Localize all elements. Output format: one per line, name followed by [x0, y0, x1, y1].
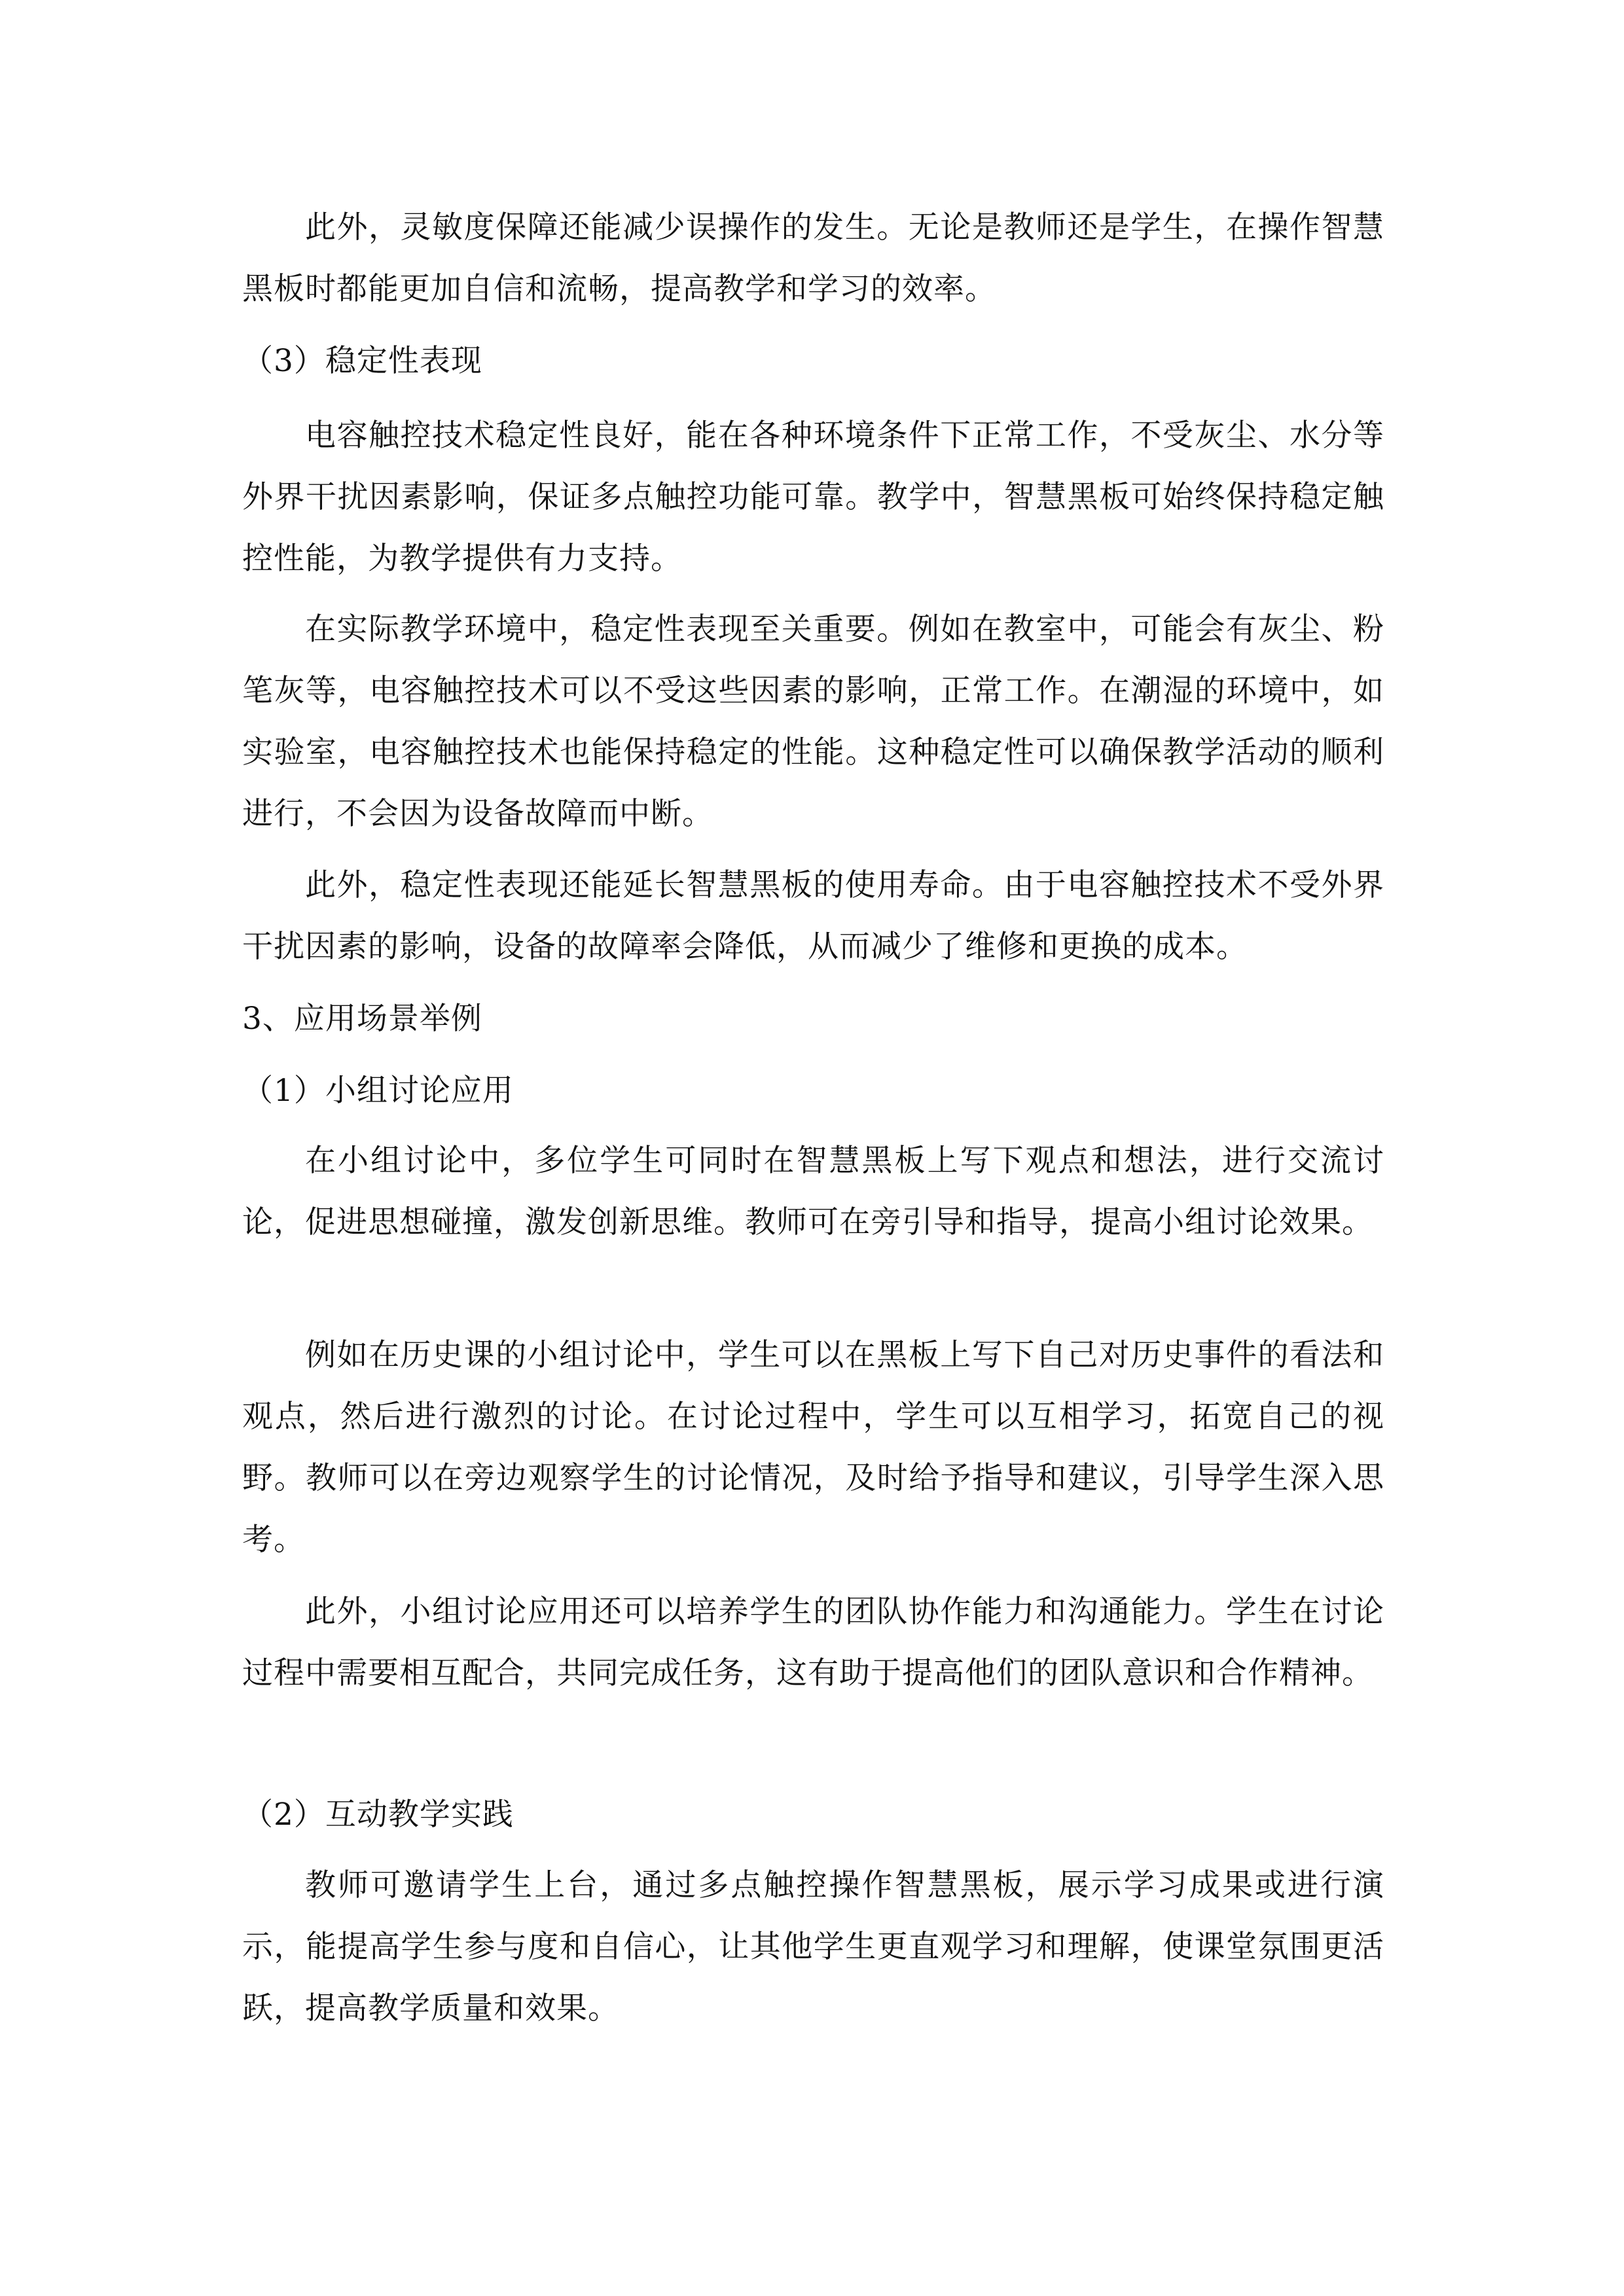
heading-group-discussion: （1）小组讨论应用 [242, 1073, 514, 1109]
paragraph-history-class-example: 例如在历史课的小组讨论中，学生可以在黑板上写下自己对历史事件的看法和观点，然后进行激烈的讨论。在讨论过程中，学生可以互相学习，拓宽自己的视野。教师可以在旁边观察学生的讨论情况，及时给予指导和建议，引导学生深入思考。 [242, 1337, 1384, 1558]
paragraph-stability-environment: 在实际教学环境中，稳定性表现至关重要。例如在教室中，可能会有灰尘、粉笔灰等，电容触控技术可以不受这些因素的影响，正常工作。在潮湿的环境中，如实验室，电容触控技术也能保持稳定的性能。这种稳定性可以确保教学活动的顺利进行，不会因为设备故障而中断。 [242, 611, 1384, 832]
paragraph-stability-overview: 电容触控技术稳定性良好，能在各种环境条件下正常工作，不受灰尘、水分等外界干扰因素影响，保证多点触控功能可靠。教学中，智慧黑板可始终保持稳定触控性能，为教学提供有力支持。 [242, 418, 1384, 577]
paragraph-stability-lifespan: 此外，稳定性表现还能延长智慧黑板的使用寿命。由于电容触控技术不受外界干扰因素的影响，设备的故障率会降低，从而减少了维修和更换的成本。 [242, 867, 1384, 965]
heading-stability: （3）稳定性表现 [242, 343, 482, 379]
paragraph-teamwork-skills: 此外，小组讨论应用还可以培养学生的团队协作能力和沟通能力。学生在讨论过程中需要相互配合，共同完成任务，这有助于提高他们的团队意识和合作精神。 [242, 1594, 1384, 1691]
heading-application-examples: 3、应用场景举例 [242, 1001, 482, 1037]
paragraph-interactive-teaching-overview: 教师可邀请学生上台，通过多点触控操作智慧黑板，展示学习成果或进行演示，能提高学生参与度和自信心，让其他学生更直观学习和理解，使课堂氛围更活跃，提高教学质量和效果。 [242, 1867, 1384, 2026]
paragraph-sensitivity-misoperation: 此外，灵敏度保障还能减少误操作的发生。无论是教师还是学生，在操作智慧黑板时都能更加自信和流畅，提高教学和学习的效率。 [242, 209, 1384, 307]
heading-interactive-teaching: （2）互动教学实践 [242, 1797, 514, 1833]
paragraph-group-discussion-overview: 在小组讨论中，多位学生可同时在智慧黑板上写下观点和想法，进行交流讨论，促进思想碰撞，激发创新思维。教师可在旁引导和指导，提高小组讨论效果。 [242, 1143, 1384, 1240]
